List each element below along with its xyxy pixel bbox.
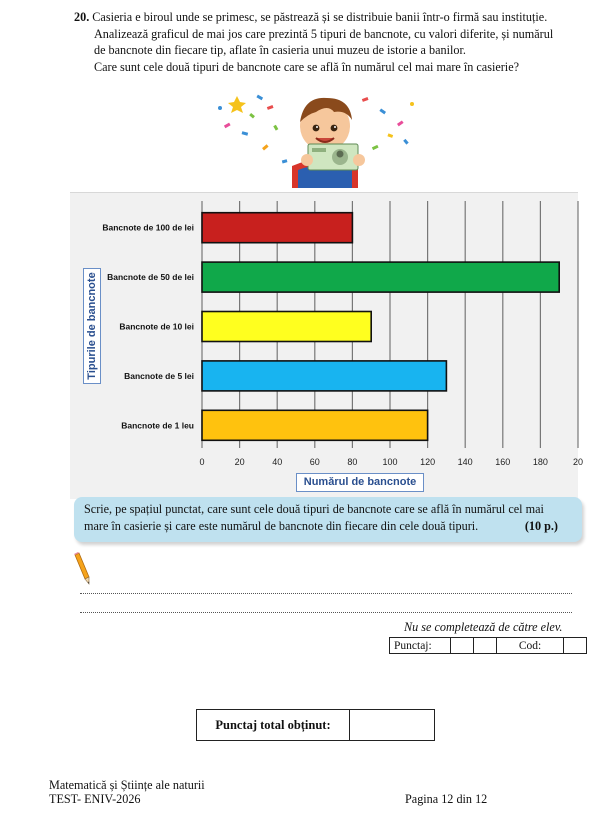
footer-page: Pagina 12 din 12 bbox=[405, 792, 488, 806]
x-tick-label: 20 bbox=[234, 457, 245, 467]
question-text bbox=[74, 9, 586, 75]
grading-note: Nu se completează de către elev. bbox=[404, 620, 563, 634]
punctaj-cell bbox=[451, 638, 474, 654]
instruction-line-2: mare în casierie și care este numărul de bancnote din fiecare din cele două tipuri. bbox=[84, 519, 479, 533]
x-tick-label: 100 bbox=[382, 457, 398, 467]
total-score-label: Punctaj total obținut: bbox=[197, 710, 350, 741]
question-line-3: de bancnote din fiecare tip, aflate în casieria unui muzeu de istorie a banilor. bbox=[94, 43, 466, 58]
answer-line-2[interactable] bbox=[80, 612, 572, 613]
question-line-1: Casieria e biroul unde se primesc, se păstrează și se distribuie banii într-o firmă sau instituție. bbox=[92, 10, 548, 24]
x-tick-label: 80 bbox=[347, 457, 358, 467]
x-tick-label: 120 bbox=[420, 457, 436, 467]
instruction-box bbox=[74, 497, 582, 542]
cod-label: Cod: bbox=[497, 638, 564, 654]
bar-chart-panel bbox=[70, 192, 584, 499]
category-label: Bancnote de 5 lei bbox=[124, 370, 194, 381]
points-value: (10 p.) bbox=[524, 519, 558, 533]
answer-line-1[interactable] bbox=[80, 593, 572, 594]
y-axis-label: Tipurile de bancnote bbox=[86, 272, 98, 380]
footer-subject: Matematică și Științe ale naturii bbox=[49, 778, 205, 792]
question-line-4: Care sunt cele două tipuri de bancnote care se află în numărul cel mai mare în casierie? bbox=[94, 59, 520, 74]
x-tick-label: 140 bbox=[457, 457, 473, 467]
instruction-line-1: Scrie, pe spațiul punctat, care sunt cele două tipuri de bancnote care se află în numărul cel mai bbox=[84, 502, 544, 516]
category-label: Bancnote de 100 de lei bbox=[102, 222, 194, 233]
category-label: Bancnote de 50 de lei bbox=[107, 272, 194, 283]
x-tick-label: 160 bbox=[495, 457, 511, 467]
bar bbox=[202, 312, 371, 342]
cod-cell bbox=[564, 638, 587, 654]
punctaj-label: Punctaj: bbox=[390, 638, 451, 654]
bar bbox=[202, 213, 352, 243]
x-tick-label: 20 bbox=[572, 457, 584, 467]
grading-table bbox=[389, 637, 587, 654]
category-label: Bancnote de 10 lei bbox=[119, 321, 194, 332]
bar bbox=[202, 361, 446, 391]
question-number: 20. bbox=[74, 10, 90, 24]
x-tick-label: 180 bbox=[532, 457, 548, 467]
bar bbox=[202, 410, 428, 440]
total-score-box bbox=[196, 709, 435, 741]
footer-test: TEST- ENIV-2026 bbox=[49, 792, 141, 806]
punctaj-cell-2 bbox=[474, 638, 497, 654]
x-tick-label: 40 bbox=[272, 457, 283, 467]
x-axis-label: Numărul de bancnote bbox=[296, 473, 424, 492]
category-label: Bancnote de 1 leu bbox=[121, 420, 194, 431]
pencil-icon bbox=[72, 553, 92, 585]
total-score-cell bbox=[350, 710, 435, 741]
bar bbox=[202, 262, 559, 292]
footer-left bbox=[49, 778, 205, 806]
x-tick-label: 60 bbox=[309, 457, 320, 467]
bar-chart bbox=[70, 193, 584, 499]
question-line-2: Analizează graficul de mai jos care prezintă 5 tipuri de bancnote, cu valori diferite, și numărul bbox=[94, 26, 554, 41]
x-tick-label: 0 bbox=[199, 457, 205, 467]
boy-with-banknote-illustration bbox=[212, 84, 438, 188]
y-axis-label-box bbox=[83, 268, 101, 384]
